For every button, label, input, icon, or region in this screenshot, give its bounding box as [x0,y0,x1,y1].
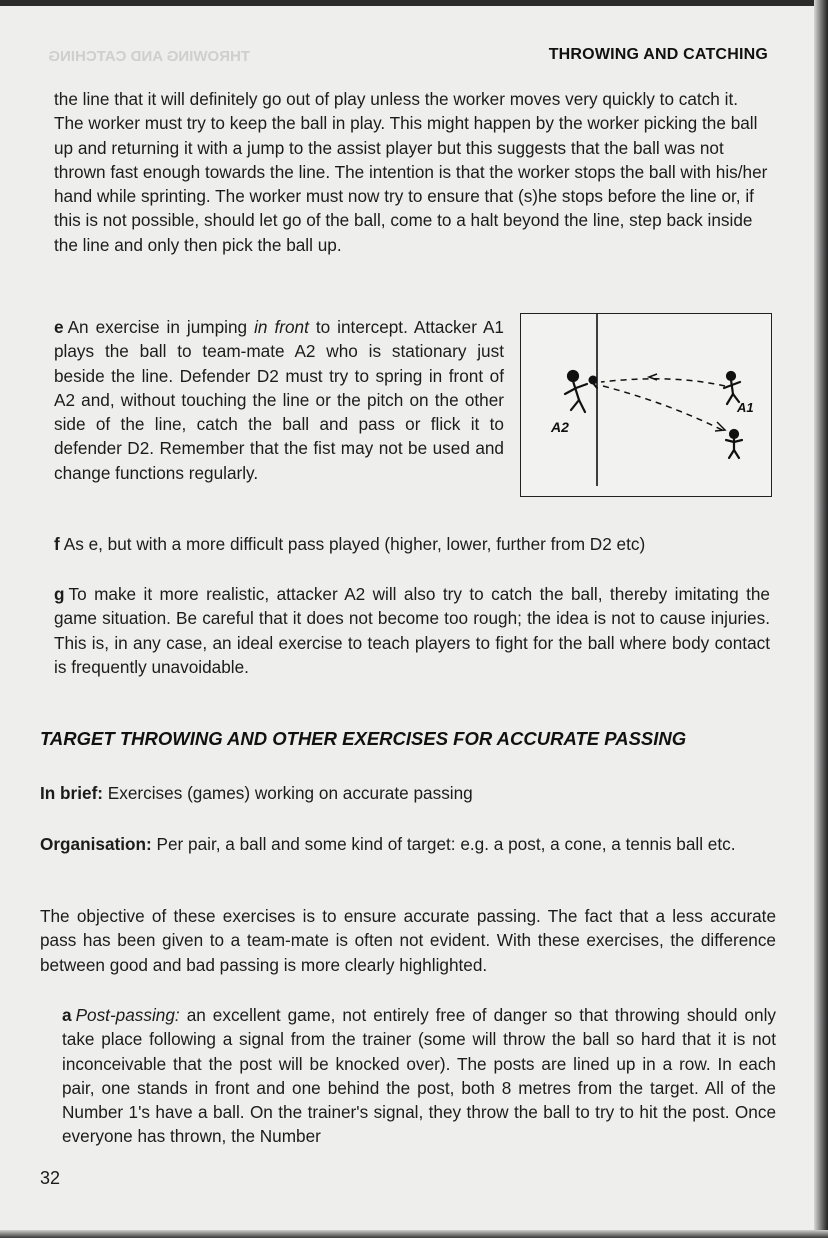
diagram-svg [521,314,771,496]
exercise-a-paragraph [62,1003,776,1149]
objective-paragraph: The objective of these exercises is to ensure accurate passing. The fact that a less accurate pass has been given to a team-mate is often not evident. With these exercises, the difference between good and bad passing is more clearly highlighted. [40,906,776,975]
exercise-g-text: To make it more realistic, attacker A2 will also try to catch the ball, thereby imitating the game situation. Be careful that it does not become too rough; the idea is not to cause injuries. This is, in any case, an ideal exercise to teach players to fight for the ball where body contact is frequently unavoidable. [54,584,770,677]
section-heading: TARGET THROWING AND OTHER EXERCISES FOR ACCURATE PASSING [40,728,687,749]
label-a2: A2 [551,419,569,435]
in-brief-line [40,781,770,805]
organisation-text: Per pair, a ball and some kind of target: e.g. a post, a cone, a tennis ball etc. [151,834,736,854]
show-through-text: THROWING AND CATCHING [48,48,250,65]
pass-path-to-d2 [603,386,726,432]
organisation-label: Organisation: [40,834,152,854]
page-bottom-edge [0,1230,828,1238]
exercise-f-letter: f [54,534,60,554]
exercise-g-paragraph [54,582,770,679]
jump-intercept-diagram [520,313,772,497]
exercise-e-letter: e [54,317,64,337]
exercise-e-emphasis: in front [254,317,309,337]
page-edge [0,0,828,6]
pass-arrowhead [649,374,657,380]
player-d2-figure [726,430,742,458]
label-a1: A1 [737,400,754,415]
organisation-paragraph [40,832,775,856]
page-binding-shadow [814,0,828,1238]
exercise-e-paragraph [54,315,504,485]
exercise-f-paragraph [54,532,770,556]
exercise-e-text: to intercept. Attacker A1 plays the ball to team-mate A2 who is stationary just beside the line. Defender D2 must try to spring in front of A2 and, without touching the line or the pitch on the other side of the line, catch the ball and pass or flick it to defender D2. Remember that the fist may not be used and change functions regularly. [54,317,504,483]
intro-paragraph: the line that it will definitely go out of play unless the worker moves very quickly to catch it. The worker must try to keep the ball in play. This might happen by the worker picking the ball up and returning it with a jump to the assist player but this suggests that the ball was not thrown fast enough towards the line. The intention is that the worker stops the ball with his/her hand while sprinting. The worker must now try to ensure that (s)he stops before the line or, if this is not possible, should let go of the ball, come to a halt beyond the line, step back inside the line and only then pick the ball up. [54,89,768,255]
in-brief-text: Exercises (games) working on accurate passing [103,783,473,803]
defender-jumping-figure [590,377,598,389]
pass-path-a1-to-a2 [601,379,725,386]
in-brief-label: In brief: [40,783,104,803]
exercise-e-lead: An exercise in jumping [67,317,255,337]
page-number: 32 [40,1168,61,1188]
exercise-f-text: As e, but with a more difficult pass played (higher, lower, further from D2 etc) [63,534,646,554]
exercise-g-letter: g [54,584,65,604]
player-a2-figure [565,371,587,412]
exercise-a-text: an excellent game, not entirely free of danger so that throwing should only take place following a signal from the trainer (some will throw the ball so hard that it is not inconceivable that the post will be knocked over). The posts are lined up in a row. In each pair, one stands in front and one behind the post, both 8 metres from the target. All of the Number 1's have a ball. On the trainer's signal, they throw the ball to try to hit the post. Once everyone has thrown, the Number [62,1005,776,1147]
exercise-a-letter: a [62,1005,72,1025]
running-head: THROWING AND CATCHING [548,46,768,63]
exercise-a-title: Post-passing: [75,1005,180,1025]
